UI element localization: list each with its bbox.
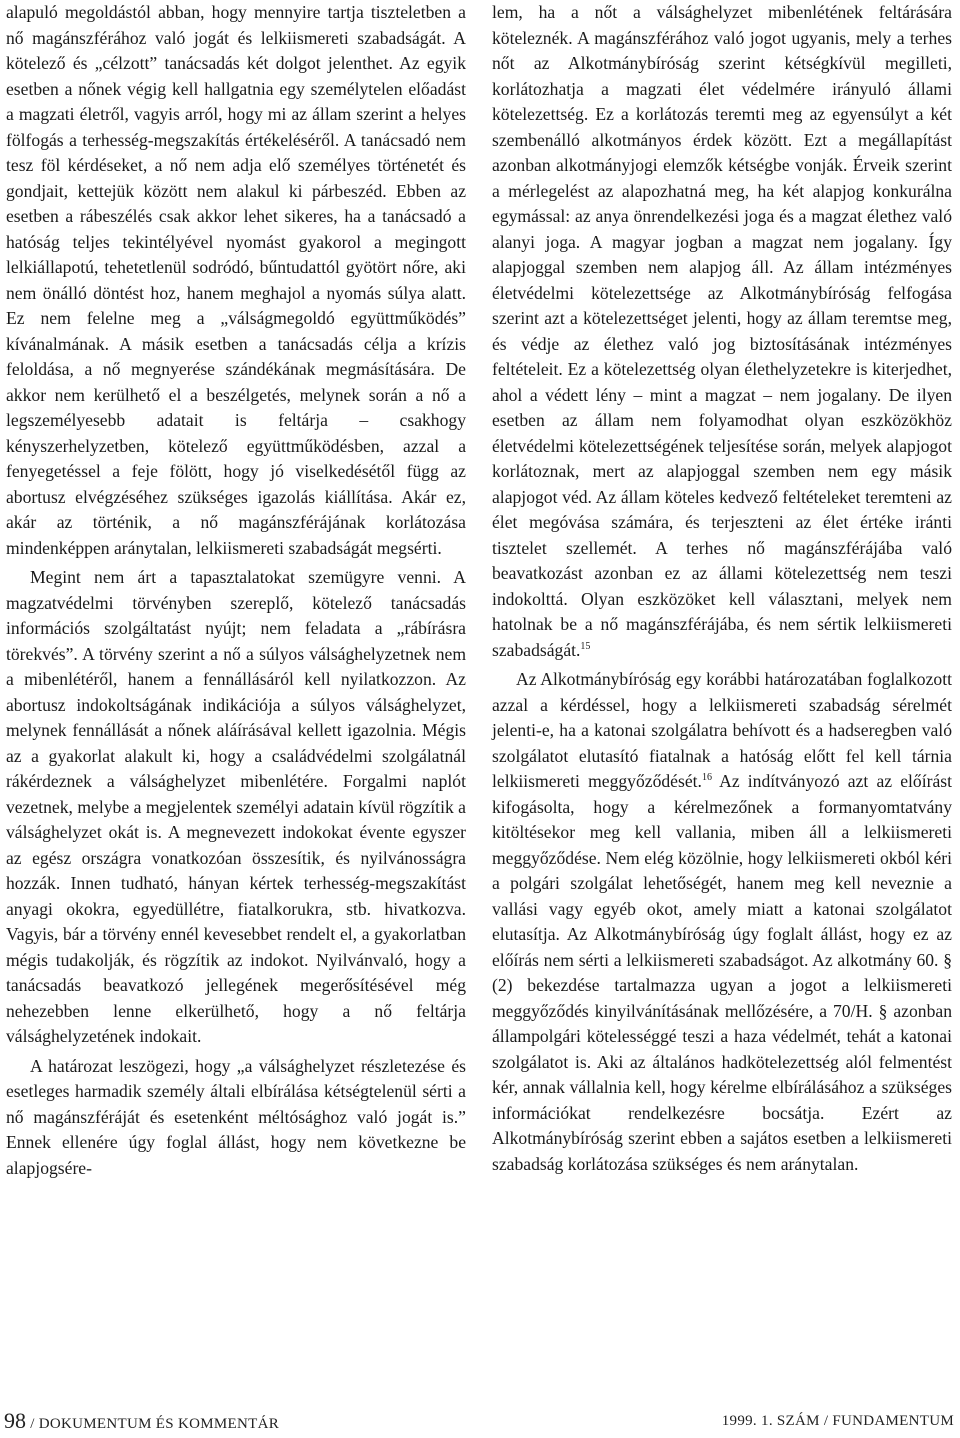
- paragraph: alapuló megoldástól abban, hogy mennyire tartja tiszteletben a nő magánszférához való jogát és lelkiismereti szabadságát. A kötelező és „célzott” tanácsadás két dolgot jelenthet. Az egyik esetben a nőnek végig kell hallgatnia egy személytelen előadást a magzati életről, vagyis arról, hogy mi az állam szerint a helyes fölfogás a terhesség-megszakítás értékeléséről. A tanácsadó nem tesz föl kérdéseket, a nő nem adja elő személyes történetét és gondjait, kettejük között nem alakul ki párbeszéd. Ebben az esetben a rábeszélés csak akkor lehet sikeres, ha a tanácsadó a hatóság teljes tekintélyével nyomást gyakorol a megingott lelkiállapotú, tehetetlenül sodródó, bűntudattól gyötört nőre, aki nem önálló döntést hoz, hanem meghajol a nyomás súlya alatt. Ez nem felelne meg a „válságmegoldó együttműködés” kívánalmának. A másik esetben a tanácsadás célja a krízis feloldása, a nő megnyerése szándékának megmásítására. De akkor nem kerülhető el a beszélgetés, melynek során a nő a legszemélyesebb adatait is feltárja – csakhogy kényszerhelyzetben, kötelező együttműködésben, azzal a fenyegetéssel a feje fölött, hogy jó viselkedésétől függ az abortusz elvégzéséhez szükséges igazolás kiállítása. Akár ez, akár az történik, a nő magánszférájának korlátozása mindenképpen aránytalan, lelkiismereti szabadságát megsérti.: [6, 2, 466, 558]
- issue-label: 1999. 1. SZÁM / FUNDAMENTUM: [721, 1413, 954, 1429]
- footnote-marker[interactable]: 16: [701, 772, 712, 784]
- paragraph: [492, 667, 952, 1177]
- footer-right: [722, 1410, 954, 1432]
- section-label: / DOKUMENTUM ÉS KOMMENTÁR: [30, 1416, 280, 1432]
- paragraph-text: lem, ha a nőt a válsághelyzet mibenlétének feltárására köteleznék. A magánszférához való jogot ugyanis, mely a terhes nőt az Alkotmánybíróság szerint kétségkívül megilleti, korlátozhatja a magzati élet védelmére irányuló állami kötelezettség. Ez a korlátozás teremti meg az egyensúlyt a két szembenálló alkotmányos érdek között. Ezt a megállapítást azonban alkotmányjogi elemzők kétségbe vonják. Érveik szerint a mérlegelést az alapozhatná meg, ha két alapjog konkurálna egymással: az anya önrendelkezési joga és a magzat élethez való alanyi joga. A magyar jogban a magzat nem jogalany. Így alapjoggal szemben nem alapjog áll. Az állam intézményes életvédelmi kötelezettsége az Alkotmánybíróság felfogása szerint azt a kötelezettséget jelenti, hogy az állam teremtse meg, és védje az élethez való jog biztosításának intézményes feltételeit. Ez a kötelezettség olyan élethelyzetekre is kiterjedhet, ahol a védett lény – mint a magzat – nem jogalany. De ilyen esetben az állam nem folyamodhat olyan eszközökhöz életvédelmi kötelezettségének teljesítése során, melyek alapjogot korlátoznak, mert az alapjoggal szemben nem egy másik alapjogot véd. Az állam köteles kedvező feltételeket teremteni az élet megóvása számára, és terjeszteni az élet értéke iránti tisztelet szellemét. A terhes nő magánszférájába való beavatkozást azonban ez az állami kötelezettség nem teszi indokolttá. Olyan eszközöket kell választani, melyek nem hatolnak be a nő magánszférájába, és nem sértik lelkiismereti szabadságát.: [492, 2, 952, 660]
- paragraph-text: Az Alkotmánybíróság egy korábbi határozatában foglalkozott azzal a kérdéssel, hogy a lelkiismereti szabadság sérelmét jelenti-e, ha a katonai szolgálatra behívott és a hadseregben való szolgálatot elutasító fiatalnak a hatóság előtt fel kell tárnia lelkiismereti meggyőződését.: [492, 669, 952, 791]
- paragraph-text: Az indítványozó azt az előírást kifogásolta, hogy a kérelmezőnek a formanyomtatvány kitöltésekor meg kell vallania, miben áll a lelkiismereti meggyőződése. Nem elég közölnie, hogy lelkiismereti okból kéri a polgári szolgálat lehetőségét, hanem meg kell neveznie a vallási vagy egyéb okot, amely miatt a katonai szolgálatot elutasítja. Az Alkotmánybíróság úgy foglalt állást, hogy ez az előírás nem sérti a lelkiismereti szabadságot. Az alkotmány 60. § (2) bekezdése tartalmazza ugyan a jogot a lelkiismereti meggyőződés kinyilvánításának mellőzésére, a 70/H. § azonban állampolgári kötelességgé teszi a haza védelmét, tehát a katonai szolgálatot is. Aki az általános hadkötelezettség alól felmentést kér, annak vállalnia kell, hogy kérelme elbírálásához a szükséges információkat rendelkezésre bocsátja. Ezért az Alkotmánybíróság szerint ebben a sajátos esetben a lelkiismereti szabadság korlátozása szükséges és nem aránytalan.: [492, 771, 952, 1174]
- paragraph: A határozat leszögezi, hogy „a válsághelyzet részletezése és esetleges harmadik személy általi elbírálása kétségtelenül sérti a nő magánszféráját és esetenként méltósághoz való jogát is.” Ennek ellenére úgy foglal állást, hogy nem következne be alapjogsére-: [6, 1055, 466, 1178]
- footnote-marker[interactable]: 15: [580, 640, 591, 652]
- paragraph: Megint nem árt a tapasztalatokat szemügyre venni. A magzatvédelmi törvényben szereplő, kötelező tanácsadás információs szolgáltatást nyújt; nem feladata a „rábírásra törekvés”. A törvény szerint a nő a súlyos válsághelyzetnek nem a mibenlétéről, hanem a fennállásáról kell nyilatkozzon. Az abortusz indokoltságának indikációja a súlyos válsághelyzet, melynek fennállását a nőnek aláírásával kellett igazolnia. Mégis az a gyakorlat alakult ki, hogy a családvédelmi szolgálatnál rákérdeznek a válsághelyzet mibenlétére. Forgalmi naplót vezetnek, melybe a megjelentek személyi adatain kívül rögzítik a válsághelyzet okát is. A megnevezett indokokat évente egyszer az egész országra vonatkozóan összesítik, és nyilvánosságra hozzák. Innen tudható, hányan kértek terhesség-megszakítást anyagi okokra, egyedüllétre, fiatalkorukra, stb. hivatkozva. Vagyis, bár a törvény ennél kevesebbet rendelt el, a gyakorlatban mégis tudakolják, és rögzítik az indokot. Nyilvánvaló, hogy a tanácsadás beavatkozó jellegének megerősítésével még nehezebben lenne elkerülhető, hogy a nő feltárja válsághelyzetének indokait.: [6, 567, 466, 1046]
- left-column: [6, 0, 466, 1181]
- page-number: 98: [4, 1408, 26, 1433]
- paragraph: [492, 0, 952, 663]
- right-column: [492, 0, 952, 1177]
- footer-left: [4, 1410, 279, 1435]
